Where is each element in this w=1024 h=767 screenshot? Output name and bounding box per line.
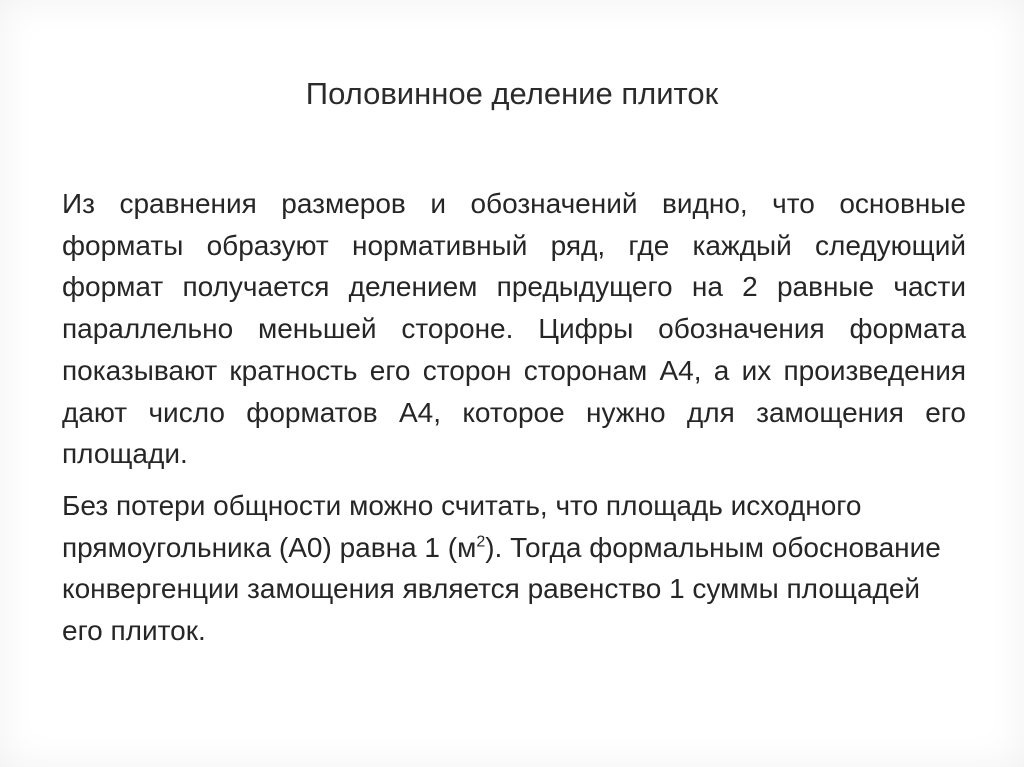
paragraph-2-end: ). Тогда формальным обоснование конвергенции замощения является равенство 1 суммы площадей его плиток. bbox=[62, 531, 941, 647]
superscript-2: 2 bbox=[476, 533, 486, 551]
paragraph-2-start: Без потери общности можно считать, что площадь исходного прямоугольника (А0) равна 1 (м bbox=[62, 489, 862, 563]
slide-title: Половинное деление плиток bbox=[305, 76, 719, 111]
paragraph-2 bbox=[62, 485, 942, 652]
paragraph-1: Из сравнения размеров и обозначений видно, что основные форматы образуют нормативный ряд, где каждый следующий формат получается делением предыдущего на 2 равные части параллельно меньшей стороне. Цифры обозначения формата показывают кратность его сторон сторонам А4, а их произведения дают число форматов А4, которое нужно для замощения его площади. bbox=[62, 188, 966, 470]
slide-body bbox=[62, 183, 966, 652]
